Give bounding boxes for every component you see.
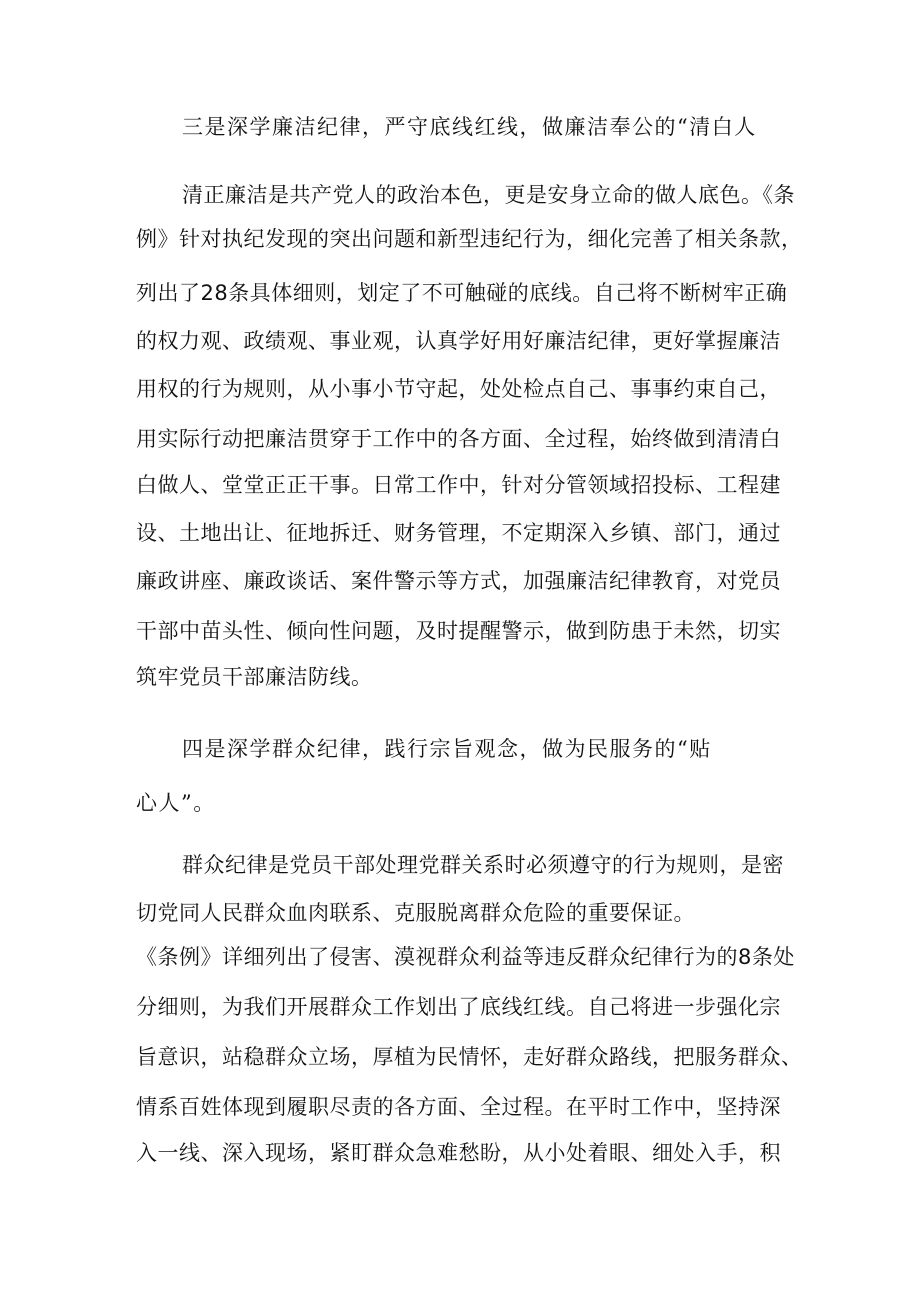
section-4-heading-line-2: 心人”。 [136,791,216,815]
section-4-line: 《条例》详细列出了侵害、漠视群众利益等违反群众纪律行为的8条处 [136,945,795,969]
section-3-line: 列出了28条具体细则，划定了不可触碰的底线。自己将不断树牢正确 [136,281,788,305]
section-3-line: 例》针对执纪发现的突出问题和新型违纪行为，细化完善了相关条款， [136,227,803,251]
section-4-line: 切党同人民群众血肉联系、克服脱离群众危险的重要保证。 [136,901,695,925]
section-3-line: 设、土地出让、征地拆迁、财务管理，不定期深入乡镇、部门，通过 [136,521,781,545]
section-3-line: 干部中苗头性、倾向性问题，及时提醒警示，做到防患于未然，切实 [136,619,781,643]
section-3-line: 清正廉洁是共产党人的政治本色，更是安身立命的做人底色。《条 [182,183,795,207]
section-4-heading-line-1: 四是深学群众纪律，践行宗旨观念，做为民服务的“贴 [182,737,712,761]
section-4-line: 旨意识，站稳群众立场，厚植为民情怀，走好群众路线，把服务群众、 [136,1045,803,1069]
section-4-line: 情系百姓体现到履职尽责的各方面、全过程。在平时工作中，坚持深 [136,1095,781,1119]
section-3-line: 的权力观、政绩观、事业观，认真学好用好廉洁纪律，更好掌握廉洁 [136,329,781,353]
section-3-heading: 三是深学廉洁纪律，严守底线红线，做廉洁奉公的“清白人 [182,115,757,139]
section-3-line: 白做人、堂堂正正干事。日常工作中，针对分管领域招投标、工程建 [136,473,781,497]
section-4-line: 分细则，为我们开展群众工作划出了底线红线。自己将进一步强化宗 [136,995,781,1019]
section-3-line: 廉政讲座、廉政谈话、案件警示等方式，加强廉洁纪律教育，对党员 [136,569,781,593]
section-4-line: 群众纪律是党员干部处理党群关系时必须遵守的行为规则，是密 [182,853,784,877]
section-4-line: 入一线、深入现场，紧盯群众急难愁盼，从小处着眼、细处入手，积 [136,1141,781,1165]
section-3-line: 用权的行为规则，从小事小节守起，处处检点自己、事事约束自己， [136,377,781,401]
section-3-line: 筑牢党员干部廉洁防线。 [136,665,373,689]
section-3-line: 用实际行动把廉洁贯穿于工作中的各方面、全过程，始终做到清清白 [136,427,781,451]
